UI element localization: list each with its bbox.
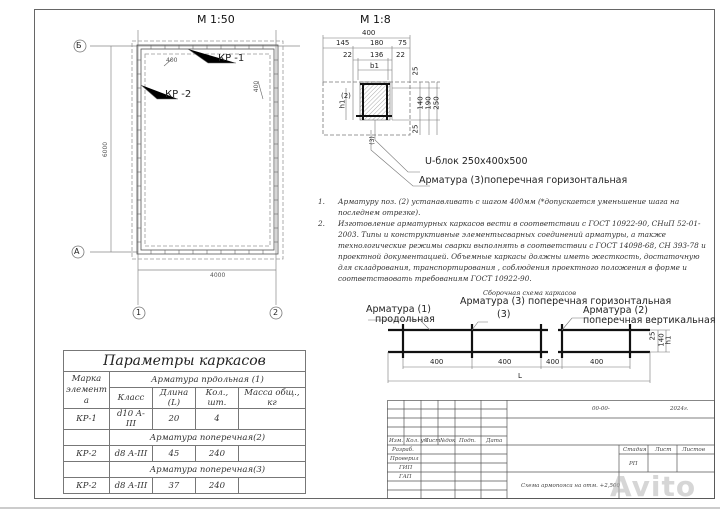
sheet-label: Лист — [655, 447, 672, 453]
section-scale: М 1:8 — [360, 13, 391, 26]
assembly-rebar-1-sub: продольная — [375, 314, 435, 325]
doc-code: 00-00- — [592, 406, 610, 412]
parameters-table — [63, 350, 306, 494]
axis-2-label: 2 — [273, 308, 279, 317]
dim-right: 75 — [398, 39, 407, 47]
stage-value: РП — [629, 461, 638, 467]
col-qty: Кол., шт. — [195, 388, 238, 409]
col-length: Длина (L) — [152, 388, 195, 409]
watermark-logo: Avito — [610, 470, 697, 503]
table-title: Параметры каркасов — [64, 351, 306, 372]
role-gip: ГИП — [399, 465, 413, 471]
table-group-row: Арматура поперечная(3) — [64, 462, 306, 478]
plan-step-right: 400 — [253, 80, 261, 93]
col-list: Лист — [424, 438, 441, 444]
assembly-dim-4: 400 — [590, 358, 604, 366]
role-proveril: Проверил — [390, 456, 419, 462]
col-class: Класс — [109, 388, 152, 409]
stage-label: Стадия — [623, 447, 647, 453]
assembly-dim-3: 400 — [546, 358, 560, 366]
sheets-label: Листов — [682, 447, 705, 453]
dim-v-190: 190 — [424, 96, 433, 110]
label-kr2: КР -2 — [165, 89, 192, 100]
plan-scale: М 1:50 — [197, 13, 235, 26]
note-1: 1. Арматуру поз. (2) устанавливать с шагом 400мм (*допускается уменьшение шага на последнем отрезке). — [318, 197, 680, 217]
assembly-rebar-2-sub: поперечная вертикальная — [583, 315, 716, 326]
dim-b1: b1 — [370, 62, 379, 70]
table-row: КР-2 d8 A-III 45 240 — [64, 446, 306, 462]
role-gap: ГАП — [399, 474, 412, 480]
dim-middle: 180 — [370, 39, 384, 47]
col-izm: Изм. — [389, 438, 404, 444]
pos-3-label: (3) — [368, 136, 376, 145]
assembly-rebar-2: Арматура (2) — [583, 305, 649, 316]
dim-v-top: 25 — [411, 66, 420, 76]
col-podp: Подп. — [459, 438, 476, 444]
role-razrab: Разраб. — [392, 447, 414, 453]
assembly-rebar-3: Арматура (3) поперечная горизонтальная — [460, 296, 672, 307]
callout-rebar-3: Арматура (3)поперечная горизонтальная — [419, 175, 628, 186]
col-data: Дата — [486, 438, 503, 444]
dim-inner-right: 22 — [396, 51, 405, 59]
table-row: КР-1 d10 A-III 20 4 — [64, 409, 306, 430]
assembly-dim-1: 400 — [430, 358, 444, 366]
plan-width-dim: 4000 — [210, 272, 226, 279]
group-longitudinal: Арматура прдольная (1) — [109, 372, 305, 388]
assembly-vdim-25: 25 — [648, 331, 657, 341]
col-kol-uch: Кол. уч — [406, 438, 428, 444]
assembly-rebar-1: Арматура (1) — [366, 304, 432, 315]
dim-v-250: 250 — [432, 96, 441, 110]
axis-a-label: А — [74, 247, 80, 256]
col-mass: Масса общ., кг — [238, 388, 305, 409]
assembly-pos-3: (3) — [497, 309, 511, 320]
assembly-vdim-h1: h1 — [664, 335, 673, 345]
dim-v-bot: 25 — [411, 124, 420, 134]
general-notes — [318, 196, 708, 284]
dim-v-mid: 140 — [416, 96, 425, 110]
doc-year: 2024г. — [670, 406, 689, 412]
assembly-title: Сборочная схема каркасов — [483, 289, 576, 297]
assembly-dim-2: 400 — [498, 358, 512, 366]
dim-h1: h1 — [338, 99, 347, 109]
col-ndok: №док — [440, 438, 456, 444]
dim-inner-left: 22 — [343, 51, 352, 59]
assembly-vdim-140: 140 — [657, 333, 666, 347]
dim-left: 145 — [336, 39, 350, 47]
pos-2-label: (2) — [341, 92, 351, 100]
table-group-row: Арматура поперечная(2) — [64, 430, 306, 446]
callout-u-block: U-блок 250х400х500 — [425, 156, 528, 167]
mark-header: Марка элемент а — [64, 372, 110, 409]
dim-total: 400 — [362, 29, 376, 37]
plan-height-dim: 6000 — [102, 141, 110, 158]
axis-1-label: 1 — [136, 308, 142, 317]
plan-step-top: 400 — [166, 57, 178, 64]
table-row: КР-2 d8 A-III 37 240 — [64, 478, 306, 494]
assembly-total-l: L — [518, 372, 522, 380]
sheet-title: Схема армопояса на отм. +2,500 — [521, 483, 621, 489]
label-kr1: КР -1 — [218, 53, 245, 64]
dim-inner-mid: 136 — [370, 51, 384, 59]
note-2: 2. Изготовление арматурных каркасов вести в соответствии с ГОСТ 10922-90, СНиП 52-01-2003. Типы и конструктивные элементысварных соединений арматуры, а также технологические режимы сварки выполнять в соответствии с ГОСТ 14098-68, СН 393-78 и проектной документацией. Объемные каркасы должны иметь жесткость, достаточную для складрования, транспортирования , соблюдения проектного положения в форме и соответствовать требованиям ГОСТ 10922-90. — [318, 219, 706, 283]
axis-b-label: Б — [76, 41, 82, 50]
